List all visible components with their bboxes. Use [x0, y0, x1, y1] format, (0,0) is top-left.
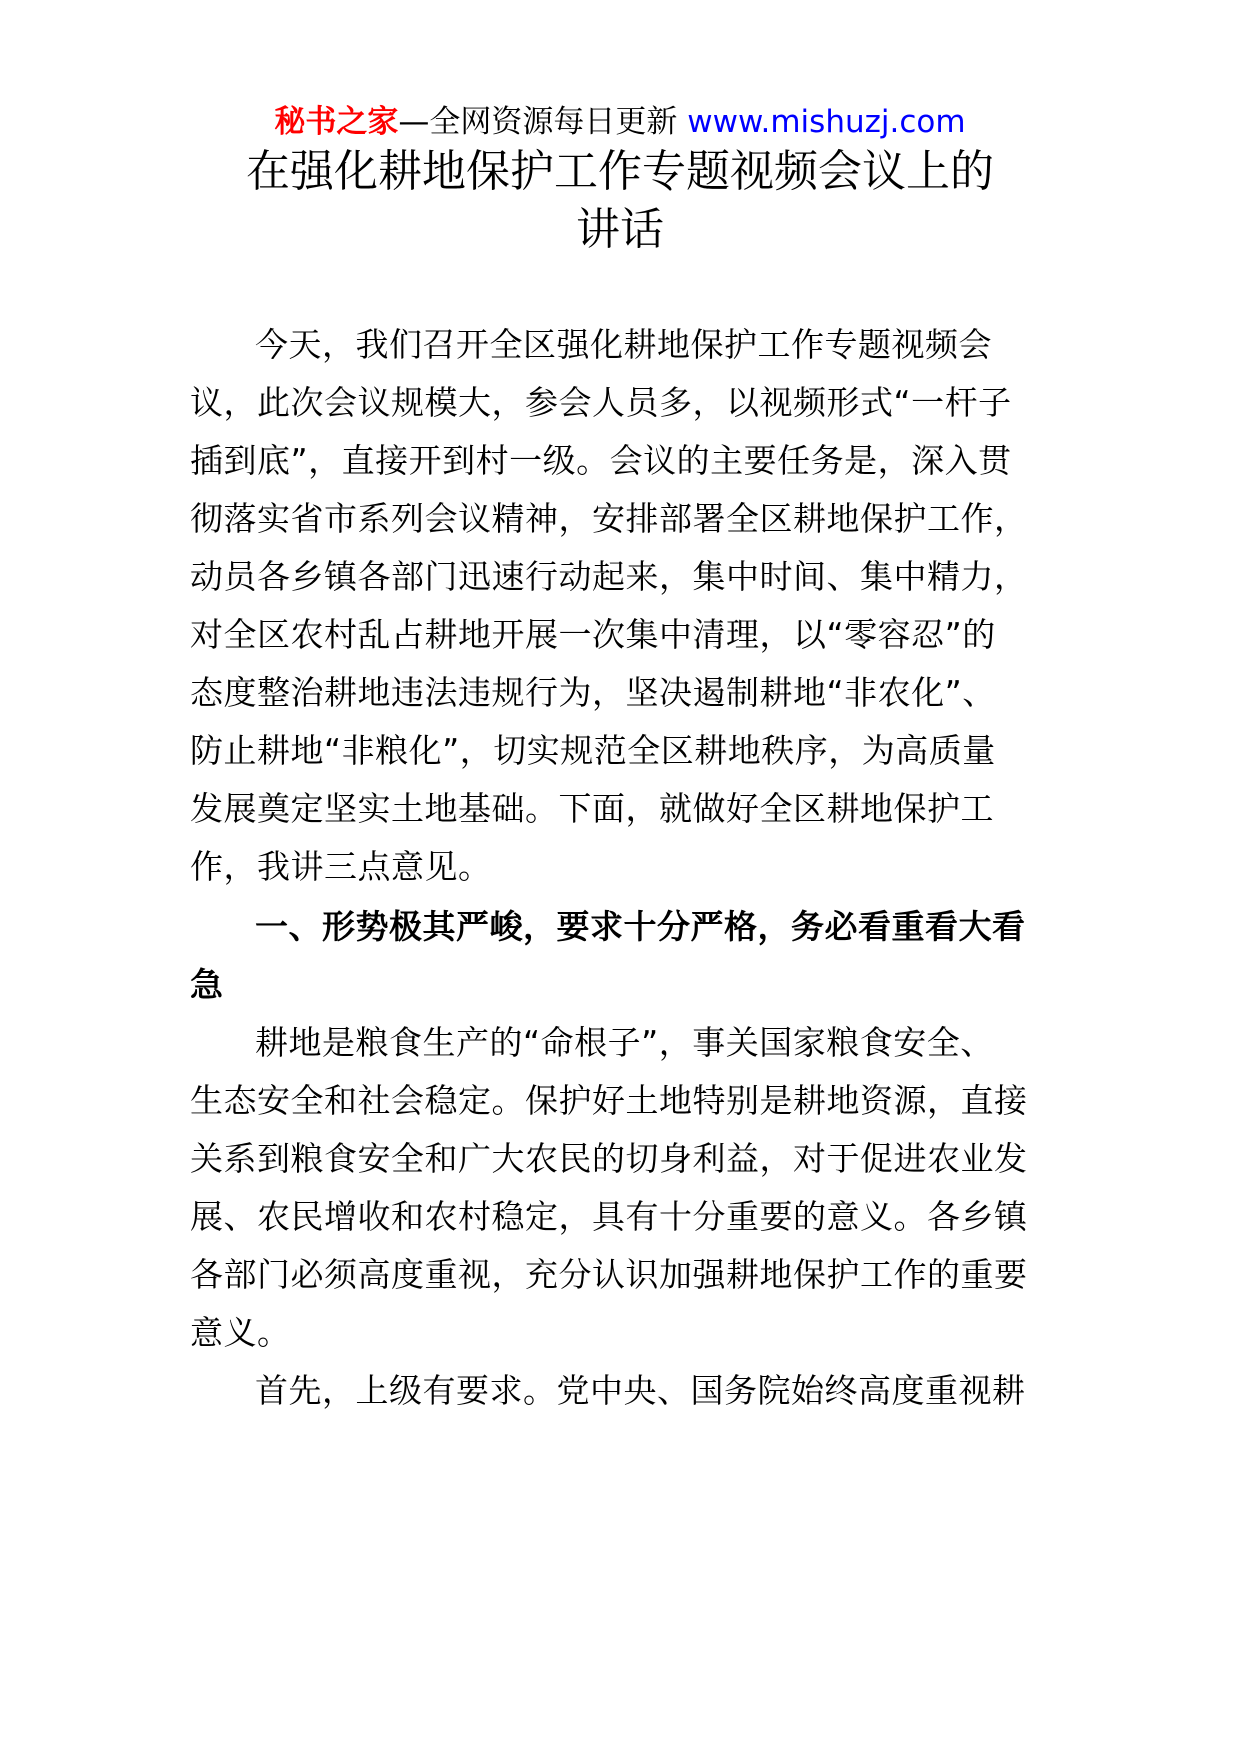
brand-name: 秘书之家: [274, 104, 399, 140]
paragraph-line: 关系到粮食安全和广大农民的切身利益，对于促进农业发: [190, 1139, 1028, 1178]
section-heading-line: 急: [190, 965, 224, 1004]
watermark-header: [0, 100, 1240, 144]
section-heading-line: 一、形势极其严峻，要求十分严格，务必看重看大看: [255, 907, 1026, 946]
paragraph-line: 发展奠定坚实土地基础。下面，就做好全区耕地保护工: [190, 789, 994, 828]
paragraph-line: 展、农民增收和农村稳定，具有十分重要的意义。各乡镇: [190, 1197, 1028, 1236]
paragraph-line: 今天，我们召开全区强化耕地保护工作专题视频会: [255, 325, 992, 364]
paragraph-line: 插到底”，直接开到村一级。会议的主要任务是，深入贯: [190, 441, 1012, 480]
document-title-line-1: 在强化耕地保护工作专题视频会议上的: [246, 146, 994, 197]
paragraph-line: 彻落实省市系列会议精神，安排部署全区耕地保护工作，: [190, 499, 1028, 538]
header-tagline: —全网资源每日更新: [398, 104, 688, 140]
paragraph-line: 对全区农村乱占耕地开展一次集中清理，以“零容忍”的: [190, 615, 996, 654]
paragraph-line: 各部门必须高度重视，充分认识加强耕地保护工作的重要: [190, 1255, 1028, 1294]
paragraph-line: 耕地是粮食生产的“命根子”，事关国家粮食安全、: [255, 1023, 994, 1062]
paragraph-line: 意义。: [190, 1313, 291, 1352]
header-url[interactable]: www.mishuzj.com: [687, 104, 966, 140]
paragraph-line: 议，此次会议规模大，参会人员多，以视频形式“一杆子: [190, 383, 1012, 422]
paragraph-line: 防止耕地“非粮化”，切实规范全区耕地秩序，为高质量: [190, 731, 996, 770]
paragraph-line: 态度整治耕地违法违规行为，坚决遏制耕地“非农化”、: [190, 673, 996, 712]
document-title-line-2: 讲话: [576, 204, 664, 255]
paragraph-line: 作，我讲三点意见。: [190, 847, 492, 886]
paragraph-line: 动员各乡镇各部门迅速行动起来，集中时间、集中精力，: [190, 557, 1028, 596]
paragraph-line: 首先，上级有要求。党中央、国务院始终高度重视耕: [255, 1371, 1026, 1410]
paragraph-line: 生态安全和社会稳定。保护好土地特别是耕地资源，直接: [190, 1081, 1028, 1120]
